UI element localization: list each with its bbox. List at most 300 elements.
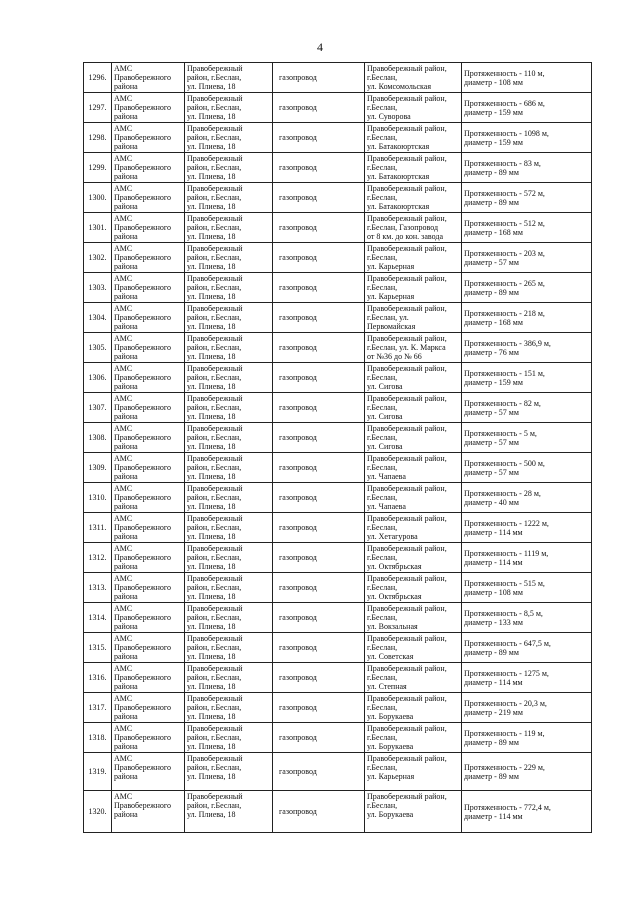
holder-line: района (114, 562, 138, 571)
balance-address-line: ул. Плиева, 18 (187, 712, 236, 721)
table-row (84, 753, 592, 791)
balance-address-line: район, г.Беслан, (187, 763, 242, 772)
row-number-text: 1311. (88, 523, 107, 532)
holder-cell (112, 183, 185, 213)
row-number-text: 1305. (88, 343, 107, 352)
object-name: газопровод (279, 673, 317, 682)
balance-address-line: Правобережный (187, 754, 243, 763)
location-line: Правобережный район, (367, 484, 447, 493)
location-line: Правобережный район, (367, 604, 447, 613)
balance-address-cell (185, 543, 273, 573)
holder-line: АМС (114, 694, 133, 703)
location-line: Правобережный район, (367, 184, 447, 193)
balance-address-line: ул. Плиева, 18 (187, 112, 236, 121)
location-cell (365, 393, 462, 423)
balance-address-line: Правобережный (187, 544, 243, 553)
object-name-cell (273, 483, 365, 513)
location-line: от №36 до № 66 (367, 352, 422, 361)
location-line: г.Беслан, (367, 403, 398, 412)
location-line: г.Беслан, (367, 643, 398, 652)
location-line: г.Беслан, (367, 193, 398, 202)
specs-line: Протяженность - 1275 м, (464, 668, 549, 678)
object-name-cell (273, 273, 365, 303)
balance-address-line: ул. Плиева, 18 (187, 352, 236, 361)
balance-address-line: Правобережный (187, 244, 243, 253)
object-name-cell (273, 543, 365, 573)
balance-address-cell (185, 363, 273, 393)
specs-cell (462, 273, 592, 303)
specs-line: диаметр - 89 мм (464, 647, 519, 657)
holder-line: АМС (114, 634, 133, 643)
holder-cell (112, 663, 185, 693)
location-line: ул. Батакоюртская (367, 172, 430, 181)
location-line: г.Беслан, (367, 801, 398, 810)
balance-address-cell (185, 753, 273, 791)
specs-line: диаметр - 114 мм (464, 811, 523, 821)
specs-line: Протяженность - 8,5 м, (464, 608, 543, 618)
holder-cell (112, 483, 185, 513)
location-cell (365, 513, 462, 543)
location-cell (365, 183, 462, 213)
row-number-text: 1320. (88, 807, 107, 816)
row-number (84, 543, 112, 573)
location-line: г.Беслан, (367, 613, 398, 622)
location-line: г.Беслан, Газопровод (367, 223, 439, 232)
location-line: ул. Сигова (367, 382, 403, 391)
object-name: газопровод (279, 613, 317, 622)
holder-line: Правобережного (114, 313, 172, 322)
location-cell (365, 273, 462, 303)
location-line: Правобережный район, (367, 304, 447, 313)
holder-line: Правобережного (114, 613, 172, 622)
specs-line: диаметр - 57 мм (464, 407, 519, 417)
table-row (84, 123, 592, 153)
holder-line: Правобережного (114, 463, 172, 472)
holder-line: района (114, 592, 138, 601)
row-number (84, 303, 112, 333)
row-number-text: 1297. (88, 103, 107, 112)
holder-cell (112, 723, 185, 753)
location-line: г.Беслан, (367, 583, 398, 592)
location-line: Правобережный район, (367, 664, 447, 673)
table-row (84, 543, 592, 573)
object-name-cell (273, 363, 365, 393)
location-cell (365, 63, 462, 93)
object-name: газопровод (279, 433, 317, 442)
balance-address-line: ул. Плиева, 18 (187, 412, 236, 421)
object-name-cell (273, 791, 365, 833)
location-line: Правобережный район, (367, 424, 447, 433)
location-line: г.Беслан, (367, 103, 398, 112)
balance-address-line: Правобережный (187, 724, 243, 733)
holder-line: Правобережного (114, 103, 172, 112)
holder-cell (112, 693, 185, 723)
specs-line: Протяженность - 1222 м, (464, 518, 549, 528)
specs-cell (462, 693, 592, 723)
location-cell (365, 303, 462, 333)
specs-cell (462, 543, 592, 573)
holder-cell (112, 93, 185, 123)
location-cell (365, 603, 462, 633)
table-row (84, 63, 592, 93)
holder-line: АМС (114, 664, 133, 673)
object-name-cell (273, 573, 365, 603)
balance-address-line: Правобережный (187, 94, 243, 103)
holder-line: Правобережного (114, 223, 172, 232)
row-number (84, 333, 112, 363)
object-name: газопровод (279, 733, 317, 742)
row-number (84, 663, 112, 693)
object-name: газопровод (279, 163, 317, 172)
holder-line: района (114, 442, 138, 451)
location-line: Правобережный район, (367, 154, 447, 163)
row-number-text: 1298. (88, 133, 107, 142)
balance-address-cell (185, 303, 273, 333)
balance-address-line: район, г.Беслан, (187, 613, 242, 622)
balance-address-line: ул. Плиева, 18 (187, 142, 236, 151)
table-row (84, 513, 592, 543)
object-name-cell (273, 693, 365, 723)
specs-cell (462, 753, 592, 791)
location-line: ул. Суворова (367, 112, 411, 121)
table-row (84, 213, 592, 243)
balance-address-cell (185, 513, 273, 543)
row-number-text: 1315. (88, 643, 107, 652)
holder-line: Правобережного (114, 553, 172, 562)
holder-line: Правобережного (114, 493, 172, 502)
specs-line: диаметр - 89 мм (464, 737, 519, 747)
object-name: газопровод (279, 703, 317, 712)
specs-cell (462, 573, 592, 603)
holder-line: района (114, 292, 138, 301)
object-name-cell (273, 303, 365, 333)
balance-address-cell (185, 393, 273, 423)
location-cell (365, 693, 462, 723)
balance-address-cell (185, 791, 273, 833)
table-row (84, 723, 592, 753)
specs-line: диаметр - 40 мм (464, 497, 519, 507)
object-name-cell (273, 633, 365, 663)
balance-address-cell (185, 153, 273, 183)
specs-line: диаметр - 133 мм (464, 617, 523, 627)
holder-line: района (114, 502, 138, 511)
location-line: Правобережный район, (367, 544, 447, 553)
object-name: газопровод (279, 313, 317, 322)
location-cell (365, 543, 462, 573)
holder-cell (112, 423, 185, 453)
row-number (84, 153, 112, 183)
specs-cell (462, 423, 592, 453)
balance-address-line: район, г.Беслан, (187, 463, 242, 472)
balance-address-cell (185, 63, 273, 93)
holder-line: района (114, 232, 138, 241)
row-number (84, 483, 112, 513)
location-line: Правобережный район, (367, 244, 447, 253)
object-name-cell (273, 603, 365, 633)
row-number-text: 1316. (88, 673, 107, 682)
location-cell (365, 243, 462, 273)
location-line: ул. Хетагурова (367, 532, 418, 541)
holder-line: Правобережного (114, 253, 172, 262)
balance-address-line: район, г.Беслан, (187, 373, 242, 382)
row-number-text: 1302. (88, 253, 107, 262)
holder-line: Правобережного (114, 801, 172, 810)
table-row (84, 633, 592, 663)
specs-cell (462, 633, 592, 663)
holder-line: АМС (114, 604, 133, 613)
location-line: Правобережный район, (367, 94, 447, 103)
location-line: Правобережный район, (367, 364, 447, 373)
location-cell (365, 483, 462, 513)
object-name: газопровод (279, 553, 317, 562)
specs-line: Протяженность - 572 м, (464, 188, 545, 198)
object-name-cell (273, 453, 365, 483)
object-name: газопровод (279, 223, 317, 232)
row-number (84, 393, 112, 423)
balance-address-cell (185, 273, 273, 303)
object-name: газопровод (279, 343, 317, 352)
balance-address-line: район, г.Беслан, (187, 253, 242, 262)
balance-address-cell (185, 723, 273, 753)
specs-cell (462, 63, 592, 93)
specs-cell (462, 483, 592, 513)
holder-line: района (114, 262, 138, 271)
balance-address-cell (185, 693, 273, 723)
specs-cell (462, 303, 592, 333)
location-line: г.Беслан, (367, 73, 398, 82)
location-line: ул. Батакоюртская (367, 202, 430, 211)
balance-address-line: район, г.Беслан, (187, 523, 242, 532)
object-name: газопровод (279, 193, 317, 202)
object-name: газопровод (279, 767, 317, 776)
holder-line: Правобережного (114, 643, 172, 652)
holder-line: Правобережного (114, 433, 172, 442)
balance-address-line: Правобережный (187, 664, 243, 673)
holder-line: района (114, 352, 138, 361)
specs-cell (462, 363, 592, 393)
location-line: ул. Октябрьская (367, 562, 422, 571)
row-number-text: 1310. (88, 493, 107, 502)
holder-line: АМС (114, 484, 133, 493)
specs-line: диаметр - 114 мм (464, 527, 523, 537)
holder-cell (112, 303, 185, 333)
balance-address-line: район, г.Беслан, (187, 703, 242, 712)
holder-line: АМС (114, 454, 133, 463)
specs-line: диаметр - 57 мм (464, 467, 519, 477)
balance-address-line: район, г.Беслан, (187, 583, 242, 592)
holder-line: Правобережного (114, 373, 172, 382)
location-cell (365, 753, 462, 791)
row-number (84, 63, 112, 93)
balance-address-cell (185, 333, 273, 363)
object-name: газопровод (279, 103, 317, 112)
table-row (84, 243, 592, 273)
holder-line: АМС (114, 244, 133, 253)
balance-address-line: ул. Плиева, 18 (187, 232, 236, 241)
table-row (84, 93, 592, 123)
balance-address-cell (185, 573, 273, 603)
row-number (84, 183, 112, 213)
holder-line: Правобережного (114, 673, 172, 682)
object-name-cell (273, 723, 365, 753)
balance-address-line: ул. Плиева, 18 (187, 262, 236, 271)
location-line: г.Беслан, (367, 733, 398, 742)
row-number-text: 1296. (88, 73, 107, 82)
specs-cell (462, 791, 592, 833)
specs-line: диаметр - 76 мм (464, 347, 519, 357)
balance-address-line: ул. Плиева, 18 (187, 472, 236, 481)
specs-line: диаметр - 89 мм (464, 197, 519, 207)
balance-address-line: район, г.Беслан, (187, 103, 242, 112)
specs-cell (462, 93, 592, 123)
row-number-text: 1307. (88, 403, 107, 412)
location-line: Правобережный район, (367, 634, 447, 643)
balance-address-line: ул. Плиева, 18 (187, 82, 236, 91)
balance-address-line: ул. Плиева, 18 (187, 172, 236, 181)
location-line: г.Беслан, (367, 703, 398, 712)
row-number-text: 1314. (88, 613, 107, 622)
balance-address-line: район, г.Беслан, (187, 223, 242, 232)
location-cell (365, 453, 462, 483)
holder-line: района (114, 382, 138, 391)
holder-cell (112, 213, 185, 243)
balance-address-line: Правобережный (187, 124, 243, 133)
holder-line: района (114, 82, 138, 91)
balance-address-line: ул. Плиева, 18 (187, 772, 236, 781)
location-cell (365, 791, 462, 833)
specs-line: Протяженность - 5 м, (464, 428, 537, 438)
balance-address-line: Правобережный (187, 604, 243, 613)
holder-line: района (114, 652, 138, 661)
holder-line: Правобережного (114, 283, 172, 292)
table-row (84, 663, 592, 693)
balance-address-line: Правобережный (187, 484, 243, 493)
balance-address-line: район, г.Беслан, (187, 313, 242, 322)
holder-line: АМС (114, 394, 133, 403)
location-cell (365, 153, 462, 183)
balance-address-line: район, г.Беслан, (187, 283, 242, 292)
location-line: ул. Батакоюртская (367, 142, 430, 151)
specs-cell (462, 123, 592, 153)
object-name: газопровод (279, 403, 317, 412)
balance-address-cell (185, 483, 273, 513)
object-name: газопровод (279, 73, 317, 82)
holder-line: АМС (114, 754, 133, 763)
row-number (84, 723, 112, 753)
holder-line: района (114, 622, 138, 631)
row-number-text: 1304. (88, 313, 107, 322)
holder-line: АМС (114, 514, 133, 523)
holder-line: АМС (114, 792, 133, 801)
object-name-cell (273, 663, 365, 693)
row-number (84, 273, 112, 303)
specs-line: Протяженность - 151 м, (464, 368, 545, 378)
row-number (84, 603, 112, 633)
location-line: ул. Советская (367, 652, 414, 661)
holder-cell (112, 363, 185, 393)
row-number-text: 1306. (88, 373, 107, 382)
holder-line: района (114, 202, 138, 211)
location-cell (365, 333, 462, 363)
holder-line: района (114, 142, 138, 151)
specs-line: Протяженность - 772,4 м, (464, 802, 551, 812)
holder-line: АМС (114, 334, 133, 343)
holder-line: АМС (114, 274, 133, 283)
specs-line: Протяженность - 82 м, (464, 398, 541, 408)
location-line: ул. Борукаева (367, 810, 414, 819)
row-number-text: 1309. (88, 463, 107, 472)
table-row (84, 363, 592, 393)
object-name-cell (273, 513, 365, 543)
location-cell (365, 663, 462, 693)
specs-line: диаметр - 89 мм (464, 167, 519, 177)
specs-cell (462, 603, 592, 633)
specs-cell (462, 213, 592, 243)
balance-address-line: Правобережный (187, 64, 243, 73)
location-line: г.Беслан, (367, 283, 398, 292)
balance-address-line: ул. Плиева, 18 (187, 592, 236, 601)
row-number (84, 791, 112, 833)
balance-address-line: Правобережный (187, 334, 243, 343)
balance-address-line: ул. Плиева, 18 (187, 502, 236, 511)
property-registry-table (83, 62, 592, 833)
balance-address-line: район, г.Беслан, (187, 403, 242, 412)
balance-address-line: Правобережный (187, 154, 243, 163)
balance-address-line: район, г.Беслан, (187, 733, 242, 742)
object-name-cell (273, 93, 365, 123)
balance-address-cell (185, 633, 273, 663)
location-line: г.Беслан, (367, 373, 398, 382)
location-line: г.Беслан, ул. (367, 313, 409, 322)
balance-address-cell (185, 183, 273, 213)
balance-address-line: Правобережный (187, 394, 243, 403)
specs-line: Протяженность - 203 м, (464, 248, 545, 258)
balance-address-line: ул. Плиева, 18 (187, 652, 236, 661)
object-name-cell (273, 183, 365, 213)
registry-body (84, 63, 592, 833)
location-line: Правобережный район, (367, 454, 447, 463)
row-number-text: 1312. (88, 553, 107, 562)
balance-address-cell (185, 213, 273, 243)
balance-address-cell (185, 93, 273, 123)
location-line: Правобережный район, (367, 274, 447, 283)
holder-line: Правобережного (114, 193, 172, 202)
location-line: ул. Борукаева (367, 712, 414, 721)
location-line: ул. Вокзальная (367, 622, 418, 631)
row-number (84, 363, 112, 393)
balance-address-line: район, г.Беслан, (187, 433, 242, 442)
object-name: газопровод (279, 253, 317, 262)
holder-line: района (114, 472, 138, 481)
holder-cell (112, 753, 185, 791)
row-number-text: 1299. (88, 163, 107, 172)
holder-cell (112, 791, 185, 833)
row-number-text: 1313. (88, 583, 107, 592)
row-number (84, 453, 112, 483)
holder-line: АМС (114, 94, 133, 103)
location-line: г.Беслан, (367, 433, 398, 442)
specs-cell (462, 243, 592, 273)
location-line: Правобережный район, (367, 694, 447, 703)
specs-line: диаметр - 159 мм (464, 107, 523, 117)
specs-line: Протяженность - 686 м, (464, 98, 545, 108)
holder-line: АМС (114, 124, 133, 133)
holder-line: Правобережного (114, 403, 172, 412)
holder-line: Правобережного (114, 583, 172, 592)
holder-line: АМС (114, 304, 133, 313)
row-number (84, 573, 112, 603)
location-line: Правобережный район, (367, 124, 447, 133)
